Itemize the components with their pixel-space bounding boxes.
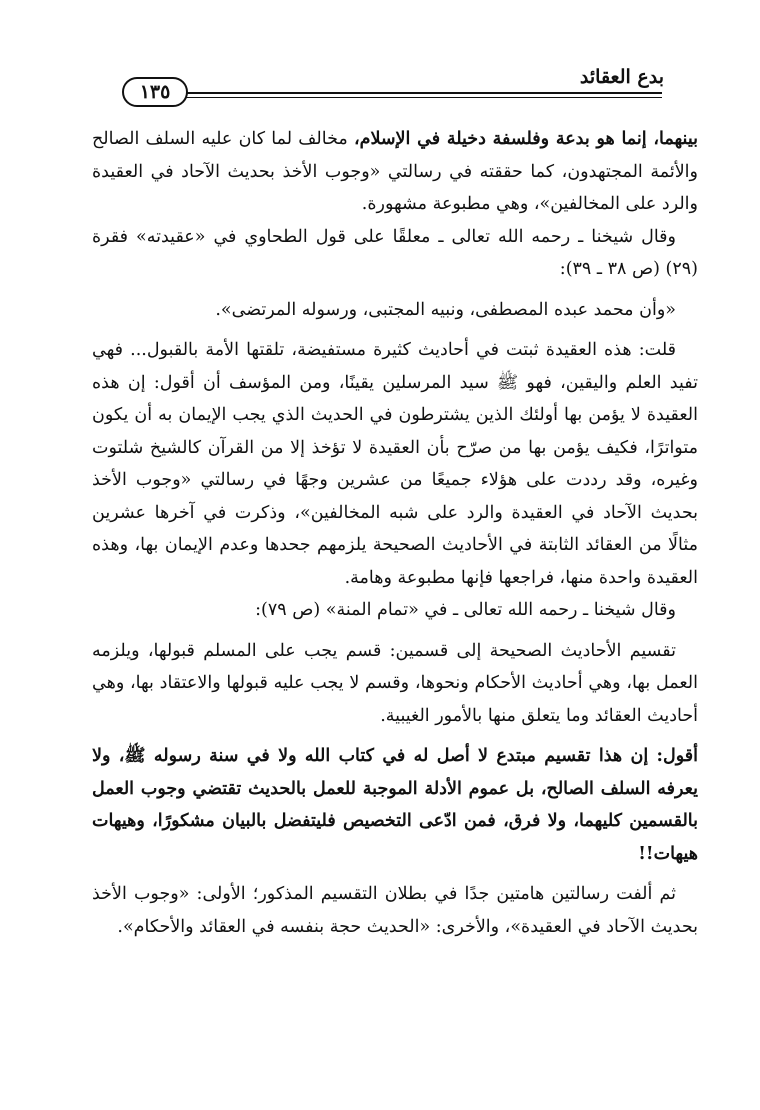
page-number: ١٣٥ [122,77,188,107]
paragraph-1-rest: مخالف لما كان عليه السلف الصالح والأئمة المجتهدون، كما حققته في رسالتي «وجوب الأخذ بحديث الآحاد في العقيدة والرد على المخالفين»، وهي مطبوعة مشهورة. [92,129,698,214]
paragraph-1 [92,123,698,221]
running-head: بدع العقائد [579,66,664,88]
paragraph-8: ثم ألفت رسالتين هامتين جدًا في بطلان التقسيم المذكور؛ الأولى: «وجوب الأخذ بحديث الآحاد في العقيدة»، والأخرى: «الحديث حجة بنفسه في العقائد والأحكام». [92,884,698,937]
quote-paragraph: «وأن محمد عبده المصطفى، ونبيه المجتبى، ورسوله المرتضى». [215,299,676,320]
paragraph-5: وقال شيخنا ـ رحمه الله تعالى ـ في «تمام المنة» (ص ٧٩): [255,600,676,620]
paragraph-4: قلت: هذه العقيدة ثبتت في أحاديث كثيرة مستفيضة، تلقتها الأمة بالقبول... فهي تفيد العلم واليقين، فهو ﷺ سيد المرسلين يقينًا، ومن المؤسف أن أقول: إن هذه العقيدة لا يؤمن بها أولئك الذين يشترطون في الحديث الذي يجب الإيمان به أن يكون متواترًا، فكيف يؤمن بها من صرّح بأن العقيدة لا تؤخذ إلا من القرآن كالشيخ شلتوت وغيره، وقد رددت على هؤلاء جميعًا من عشرين وجهًا في رسالتي «وجوب الأخذ بحديث الآحاد في العقيدة والرد على شبه المخالفين»، وذكرت في آخرها عشرين مثالًا من العقائد الثابتة في الأحاديث الصحيحة يلزمهم جحدها وعدم الإيمان بها، وهذه العقيدة واحدة منها، فراجعها فإنها مطبوعة وهامة. [92,340,698,588]
paragraph-7: أقول: إن هذا تقسيم مبتدع لا أصل له في كتاب الله ولا في سنة رسوله ﷺ، ولا يعرفه السلف الصالح، بل عموم الأدلة الموجبة للعمل بالحديث تقتضي وجوب العمل بالقسمين كليهما، ولا فرق، فمن ادّعى التخصيص فليتفضل بالبيان مشكورًا، وهيهات هيهات!! [92,746,698,864]
body-text [92,123,698,943]
header-rule-thin [180,97,662,98]
paragraph-1-bold: بينهما، إنما هو بدعة وفلسفة دخيلة في الإسلام، [353,129,698,149]
paragraph-6: تقسيم الأحاديث الصحيحة إلى قسمين: قسم يجب على المسلم قبولها، ويلزمه العمل بها، وهي أحاديث الأحكام ونحوها، وقسم لا يجب عليه قبولها والاعتقاد بها، وهي أحاديث العقائد وما يتعلق منها بالأمور الغيبية. [92,640,698,726]
paragraph-2: وقال شيخنا ـ رحمه الله تعالى ـ معلقًا على قول الطحاوي في «عقيدته» فقرة (٢٩) (ص ٣٨ ـ ٣٩): [92,226,698,279]
header-rule [180,92,662,94]
